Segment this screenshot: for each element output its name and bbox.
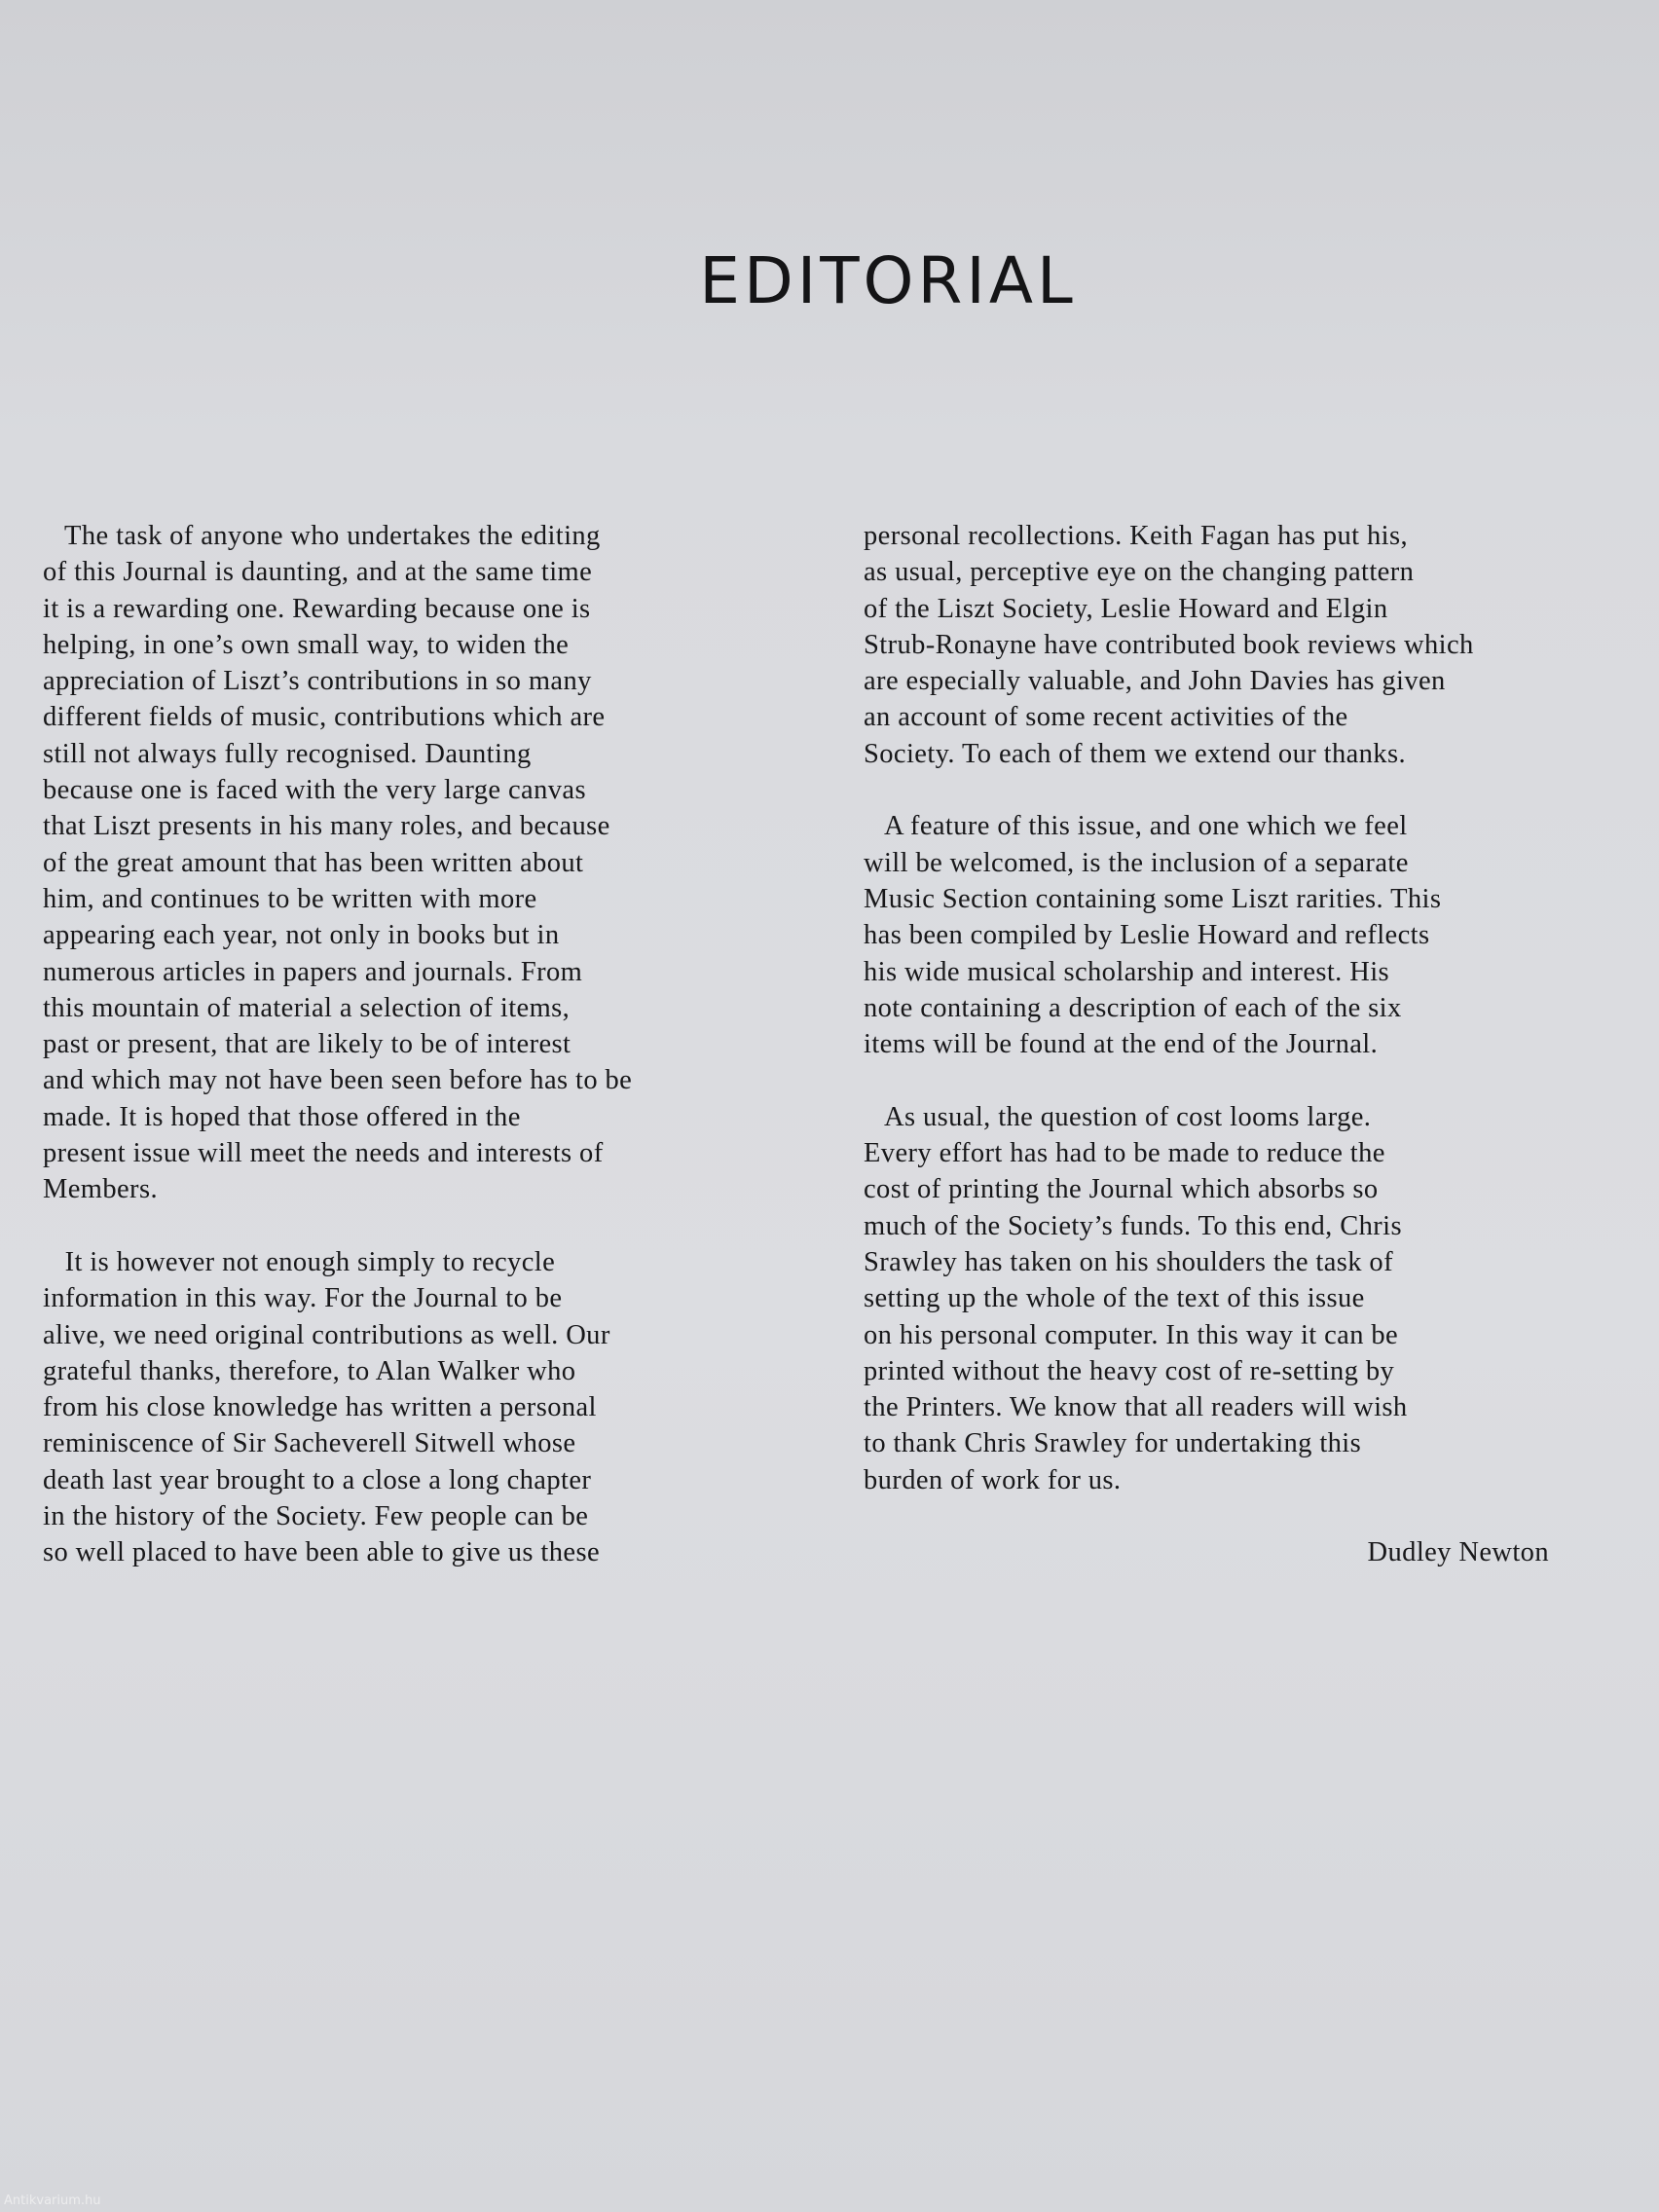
text-line: different fields of music, contributions which are bbox=[43, 702, 606, 733]
text-line: Society. To each of them we extend our thanks. bbox=[864, 738, 1406, 769]
text-line: him, and continues to be written with more bbox=[43, 883, 537, 914]
text-line: Every effort has had to be made to reduce the bbox=[864, 1138, 1385, 1169]
text-line: numerous articles in papers and journals. From bbox=[43, 956, 583, 987]
text-line: the Printers. We know that all readers will wish bbox=[864, 1392, 1408, 1423]
text-line: past or present, that are likely to be of interest bbox=[43, 1029, 571, 1060]
text-line: items will be found at the end of the Journal. bbox=[864, 1029, 1379, 1060]
text-line: Members. bbox=[43, 1174, 158, 1205]
text-line: alive, we need original contributions as well. Our bbox=[43, 1319, 610, 1350]
text-line: on his personal computer. In this way it can be bbox=[864, 1319, 1399, 1350]
text-line: because one is faced with the very large canvas bbox=[43, 775, 586, 806]
text-line: of the great amount that has been written about bbox=[43, 847, 584, 878]
text-line: this mountain of material a selection of items, bbox=[43, 992, 571, 1023]
text-line: in the history of the Society. Few people can be bbox=[43, 1501, 589, 1532]
text-line: much of the Society’s funds. To this end, Chris bbox=[864, 1210, 1402, 1241]
text-line: It is however not enough simply to recycle bbox=[43, 1246, 556, 1277]
right-column bbox=[864, 518, 1642, 1571]
text-line: of the Liszt Society, Leslie Howard and Elgin bbox=[864, 593, 1388, 624]
text-line: from his close knowledge has written a personal bbox=[43, 1392, 597, 1423]
text-line: setting up the whole of the text of this issue bbox=[864, 1283, 1365, 1314]
text-line: helping, in one’s own small way, to widen the bbox=[43, 629, 570, 660]
paragraph bbox=[43, 1244, 812, 1571]
text-line: that Liszt presents in his many roles, and because bbox=[43, 811, 610, 842]
text-line: Music Section containing some Liszt rarities. This bbox=[864, 883, 1442, 914]
text-line: made. It is hoped that those offered in the bbox=[43, 1101, 521, 1132]
paragraph bbox=[43, 518, 812, 1208]
text-line: grateful thanks, therefore, to Alan Walker who bbox=[43, 1355, 576, 1386]
paragraph bbox=[864, 808, 1642, 1062]
text-line: cost of printing the Journal which absorbs so bbox=[864, 1174, 1379, 1205]
left-column bbox=[43, 518, 812, 1607]
text-line: his wide musical scholarship and interest. His bbox=[864, 956, 1390, 987]
text-line: A feature of this issue, and one which we feel bbox=[864, 811, 1408, 842]
text-line: present issue will meet the needs and interests of bbox=[43, 1138, 604, 1169]
text-line: appreciation of Liszt’s contributions in so many bbox=[43, 666, 592, 697]
text-line: as usual, perceptive eye on the changing pattern bbox=[864, 557, 1415, 588]
text-line: Srawley has taken on his shoulders the task of bbox=[864, 1246, 1393, 1277]
text-line: The task of anyone who undertakes the editing bbox=[43, 521, 601, 551]
text-line: burden of work for us. bbox=[864, 1464, 1122, 1495]
text-line: appearing each year, not only in books but in bbox=[43, 920, 560, 951]
text-line: are especially valuable, and John Davies has given bbox=[864, 666, 1446, 697]
text-line: of this Journal is daunting, and at the same time bbox=[43, 557, 593, 588]
text-line: note containing a description of each of the six bbox=[864, 992, 1402, 1023]
text-line: to thank Chris Srawley for undertaking this bbox=[864, 1428, 1362, 1459]
text-line: personal recollections. Keith Fagan has put his, bbox=[864, 521, 1408, 551]
text-line: information in this way. For the Journal to be bbox=[43, 1283, 563, 1314]
page-title: EDITORIAL bbox=[699, 243, 1077, 318]
text-line: still not always fully recognised. Daunting bbox=[43, 738, 532, 769]
paragraph bbox=[864, 1099, 1642, 1498]
text-line: As usual, the question of cost looms large. bbox=[864, 1101, 1372, 1132]
text-line: so well placed to have been able to give us these bbox=[43, 1537, 600, 1568]
text-line: and which may not have been seen before has to be bbox=[43, 1065, 633, 1096]
text-line: printed without the heavy cost of re-setting by bbox=[864, 1355, 1395, 1386]
text-line: death last year brought to a close a long chapter bbox=[43, 1464, 592, 1495]
text-line: reminiscence of Sir Sacheverell Sitwell whose bbox=[43, 1428, 576, 1459]
author-signature: Dudley Newton bbox=[1367, 1537, 1549, 1568]
text-line: will be welcomed, is the inclusion of a separate bbox=[864, 847, 1409, 878]
paragraph bbox=[864, 518, 1642, 772]
text-line: Strub-Ronayne have contributed book reviews which bbox=[864, 629, 1474, 660]
watermark: Antikvarium.hu bbox=[4, 2194, 101, 2208]
text-line: an account of some recent activities of the bbox=[864, 702, 1348, 733]
text-line: has been compiled by Leslie Howard and reflects bbox=[864, 920, 1430, 951]
text-line: it is a rewarding one. Rewarding because one is bbox=[43, 593, 591, 624]
